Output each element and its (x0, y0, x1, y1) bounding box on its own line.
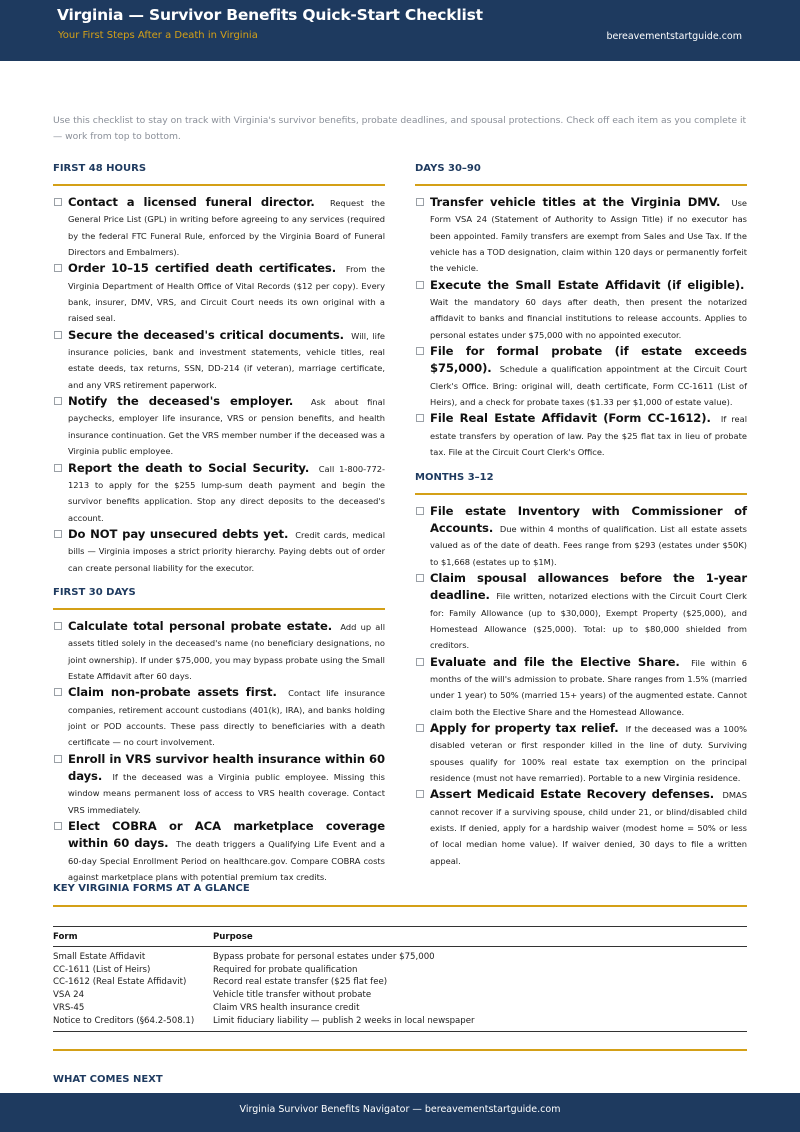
checklist-item (415, 720, 747, 786)
section-divider (415, 493, 747, 495)
checklist-item-text: Due within 4 months of qualification. List all estate assets valued as of the date of death. Fees range from $293 (estates under $50K) to $1,668 (estates up to $1M). (430, 523, 747, 567)
checklist-item-title: Notify the deceased's employer. (68, 394, 294, 409)
checkbox[interactable] (416, 507, 424, 515)
page-header (0, 0, 800, 61)
form-name-cell: VSA 24 (53, 990, 85, 1001)
column-header-form: Form (53, 927, 213, 947)
checkbox[interactable] (54, 822, 62, 830)
checklist-first-48-hours (53, 194, 385, 576)
checklist-item-title: Calculate total personal probate estate. (68, 618, 333, 633)
section-heading-what-comes-next: WHAT COMES NEXT (53, 1074, 163, 1085)
checklist-item-title: Elect COBRA or ACA marketplace coverage within 60 days. (68, 819, 385, 851)
table-row (53, 1015, 747, 1032)
page-footer: Virginia Survivor Benefits Navigator — bereavementstartguide.com (0, 1093, 800, 1132)
right-column (415, 160, 747, 869)
checklist-item (415, 194, 747, 277)
checklist-item-text: Ask about final paychecks, employer life insurance, VRS or pension benefits, and health insurance continuation. Get the VRS member number if the deceased was a Virginia public employee. (68, 397, 386, 457)
checklist-item-text: From the Virginia Department of Health Office of Vital Records ($12 per copy). Every bank, insurer, DMV, VRS, and Circuit Court needs its own original with a raised seal. (68, 264, 386, 324)
checklist-item-title: Apply for property tax relief. (430, 720, 619, 735)
table-row (53, 964, 747, 977)
checklist-item-text: Will, life insurance policies, bank and investment statements, vehicle titles, real estate deeds, tax returns, SSN, DD-214 (if veteran), marriage certificate, and any VRS retirement paperwork. (68, 330, 385, 390)
section-divider (53, 608, 385, 610)
checklist-item-text: Request the General Price List (GPL) in writing before agreeing to any services (required by the federal FTC Funeral Rule, enforced by the Virginia Board of Funeral Directors and Embalmers). (68, 198, 385, 258)
checklist-item-text: The death triggers a Qualifying Life Event and a 60-day Special Enrollment Period on healthcare.gov. Compare COBRA costs against marketplace plans with potential premium tax credits. (68, 839, 385, 883)
checklist-item-title: Secure the deceased's critical documents. (68, 327, 344, 342)
section-heading-forms: KEY VIRGINIA FORMS AT A GLANCE (53, 883, 250, 894)
checkbox[interactable] (54, 331, 62, 339)
checklist-item (53, 684, 385, 750)
checklist-item-text: File within 6 months of the will's admission to probate. Share ranges from 1.5% (married under 1 year) to 50% (married 15+ years) of the augmented estate. Cannot claim both the Elective Share and the Homestead Allowance. (430, 657, 747, 717)
checklist-item-title: File Real Estate Affidavit (Form CC-1612). (430, 411, 711, 426)
checklist-item-text: If the deceased was a 100% disabled veteran or first responder killed in the line of duty. Surviving spouses qualify for 100% real estate tax exemption on the principal residence (must not have remarried). Portable to a new Virginia residence. (430, 723, 747, 783)
table-row (53, 976, 747, 989)
checklist-item-text: Wait the mandatory 60 days after death, then present the notarized affidavit to banks and financial institutions to release accounts. Applies to personal estates under $75,000 with no appointed executor. (430, 297, 747, 340)
checklist-item-title: File estate Inventory with Commissioner of Accounts. (430, 503, 747, 535)
form-purpose-cell: Claim VRS health insurance credit (213, 1002, 360, 1013)
checkbox[interactable] (54, 530, 62, 538)
checklist-item-text: Credit cards, medical bills — Virginia imposes a strict priority hierarchy. Paying debts out of order can create personal liability for the executor. (68, 529, 386, 573)
checkbox[interactable] (54, 622, 62, 630)
checklist-item (53, 818, 385, 885)
checklist-first-30-days (53, 618, 385, 886)
checklist-item (415, 410, 747, 460)
page-title: Virginia — Survivor Benefits Quick-Start Checklist (57, 6, 483, 24)
form-name-cell: Notice to Creditors (§64.2-508.1) (53, 1015, 213, 1032)
checklist-days-30-90 (415, 194, 747, 461)
table-row (53, 989, 747, 1002)
page-subtitle: Your First Steps After a Death in Virginia (58, 30, 258, 41)
form-name-cell: Small Estate Affidavit (53, 952, 146, 962)
checklist-item-title: Execute the Small Estate Affidavit (if eligible). (430, 277, 745, 292)
form-purpose-cell: Record real estate transfer ($25 flat fee) (213, 977, 388, 988)
checkbox[interactable] (416, 658, 424, 666)
checkbox[interactable] (54, 688, 62, 696)
checklist-item (53, 393, 385, 459)
checkbox[interactable] (416, 198, 424, 206)
checkbox[interactable] (54, 464, 62, 472)
checklist-item (53, 327, 385, 393)
checklist-item (53, 618, 385, 684)
checkbox[interactable] (54, 264, 62, 272)
intro-text: Use this checklist to stay on track with Virginia's survivor benefits, probate deadlines, and spousal protections. Check off each item as you complete it — work from top to bottom. (53, 115, 747, 142)
form-name-cell: CC-1612 (Real Estate Affidavit) (53, 977, 187, 988)
checklist-item-text: If real estate transfers by operation of law. Pay the $25 flat tax in lieu of probate tax. File at the Circuit Court Clerk's Office. (430, 414, 748, 458)
checklist-item-title: Enroll in VRS survivor health insurance within 60 days. (68, 751, 385, 783)
checklist-item-text: Contact life insurance companies, retirement account custodians (401(k), IRA), and banks holding joint or POD accounts. These pass directly to beneficiaries with a death certificate — no court involvement. (68, 688, 385, 748)
form-purpose-cell: Required for probate qualification (213, 964, 358, 975)
checklist-item (415, 786, 747, 869)
checklist-item-text: Schedule a qualification appointment at the Circuit Court Clerk's Office. Bring: original will, death certificate, Form CC-1611 (List of Heirs), and a check for probate taxes ($1.33 per $1,000 of estate value). (430, 364, 747, 408)
table-row (53, 1002, 747, 1015)
checklist-item (415, 277, 747, 343)
checklist-item (415, 570, 747, 654)
section-heading-first-30-days: FIRST 30 DAYS (53, 586, 136, 598)
checklist-item-title: Report the death to Social Security. (68, 460, 310, 475)
section-divider (53, 184, 385, 186)
form-purpose-cell: Vehicle title transfer without probate (213, 990, 372, 1001)
checkbox[interactable] (416, 724, 424, 732)
forms-table-body (53, 947, 747, 1032)
checkbox[interactable] (416, 414, 424, 422)
checklist-item (53, 460, 385, 526)
checklist-item (415, 503, 747, 570)
checkbox[interactable] (54, 755, 62, 763)
section-divider (415, 184, 747, 186)
checklist-item-text: Call 1-800-772-1213 to apply for the $255 lump-sum death payment and begin the survivor benefits application. Stop any direct deposits to the deceased's account. (68, 463, 385, 523)
checklist-item-title: Claim spousal allowances before the 1-year deadline. (430, 570, 747, 603)
checklist-item-title: Contact a licensed funeral director. (68, 195, 315, 209)
checkbox[interactable] (416, 790, 424, 798)
checklist-item (415, 343, 747, 410)
checkbox[interactable] (54, 397, 62, 405)
checklist-item (53, 526, 385, 576)
section-divider (53, 905, 747, 907)
checklist-item-text: If the deceased was a Virginia public employee. Missing this window means permanent loss of access to VRS health coverage. Contact VRS immediately. (68, 772, 385, 815)
checklist-item-title: File for formal probate (if estate exceeds $75,000). (430, 344, 747, 376)
form-name-cell: VRS-45 (53, 1002, 85, 1013)
checklist-item (415, 654, 747, 720)
checkbox[interactable] (416, 281, 424, 289)
checklist-item-text: DMAS cannot recover if a surviving spouse, child under 21, or blind/disabled child exists. If denied, apply for a hardship waiver (modest home = 50% or less of local median home value). If waiver denied, 30 days to file a written appeal. (430, 790, 747, 866)
form-name-cell: CC-1611 (List of Heirs) (53, 964, 151, 975)
checklist-months-3-12 (415, 503, 747, 870)
checklist-item-title: Order 10–15 certified death certificates. (68, 261, 337, 276)
forms-table (53, 926, 747, 1032)
checkbox[interactable] (416, 347, 424, 355)
table-row (53, 947, 747, 964)
checklist-item-title: Evaluate and file the Elective Share. (430, 654, 680, 669)
table-header-row (53, 927, 747, 947)
left-column (53, 160, 385, 885)
checklist-item-title: Assert Medicaid Estate Recovery defenses. (430, 787, 715, 802)
header-site-link[interactable]: bereavementstartguide.com (606, 31, 742, 42)
checklist-item-title: Do NOT pay unsecured debts yet. (68, 526, 289, 541)
checklist-item-text: Use Form VSA 24 (Statement of Authority to Assign Title) if no executor has been appointed. Family transfers are exempt from Sales and Use Tax. If the vehicle has a TOD designation, claim within 120 days or permanently forfeit the vehicle. (430, 198, 747, 274)
column-header-purpose: Purpose (213, 927, 747, 947)
checklist-item-title: Claim non-probate assets first. (68, 685, 277, 700)
checklist-item-text: Add up all assets titled solely in the deceased's name (no beneficiary designations, no joint ownership). If under $75,000, you may bypass probate using the Small Estate Affidavit after 60 days. (68, 621, 386, 681)
checklist-item (53, 260, 385, 326)
checkbox[interactable] (416, 574, 424, 582)
form-purpose-cell: Bypass probate for personal estates under $75,000 (213, 952, 435, 962)
section-divider (53, 1049, 747, 1051)
checklist-item-text: File written, notarized elections with the Circuit Court Clerk for: Family Allowance (up to $30,000), Exempt Property ($25,000), and Homestead Allowance ($25,000). Total: up to $80,000 shielded from creditors. (430, 591, 747, 651)
checklist-item (53, 751, 385, 818)
section-heading-days-30-90: DAYS 30–90 (415, 163, 481, 174)
checklist-item (53, 194, 385, 260)
section-heading-first-48-hours: FIRST 48 HOURS (53, 163, 147, 174)
forms-section (53, 880, 747, 1032)
form-purpose-cell: Limit fiduciary liability — publish 2 weeks in local newspaper (213, 1015, 747, 1032)
section-heading-months-3-12: MONTHS 3–12 (415, 471, 494, 483)
checkbox[interactable] (54, 198, 62, 206)
checklist-item-title: Transfer vehicle titles at the Virginia DMV. (430, 195, 721, 209)
